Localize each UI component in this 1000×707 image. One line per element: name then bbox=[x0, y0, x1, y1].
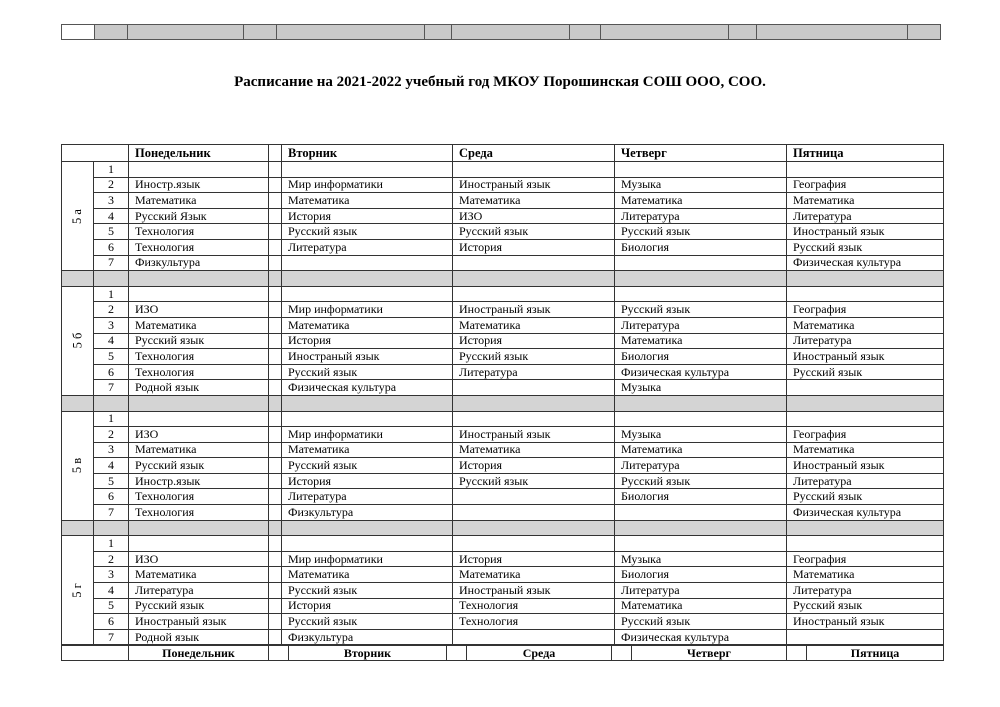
separator-cell bbox=[615, 520, 787, 536]
class-name: 5 г bbox=[69, 583, 84, 598]
lesson-cell: География bbox=[787, 177, 944, 193]
lesson-number: 3 bbox=[94, 193, 129, 209]
lesson-cell: Биология bbox=[615, 489, 787, 505]
separator-cell bbox=[94, 520, 129, 536]
spacer-cell bbox=[269, 442, 282, 458]
lesson-cell bbox=[787, 380, 944, 396]
lesson-cell: Родной язык bbox=[129, 629, 269, 645]
spacer-cell bbox=[269, 551, 282, 567]
table-row bbox=[62, 427, 944, 443]
separator-cell bbox=[453, 395, 615, 411]
top-strip bbox=[61, 24, 941, 40]
lesson-cell: Математика bbox=[282, 317, 453, 333]
lesson-cell: Математика bbox=[129, 193, 269, 209]
header-row bbox=[62, 145, 944, 162]
table-row bbox=[62, 333, 944, 349]
lesson-number: 6 bbox=[94, 614, 129, 630]
lesson-cell: Русский язык bbox=[129, 458, 269, 474]
lesson-cell: История bbox=[282, 598, 453, 614]
separator-cell bbox=[615, 271, 787, 287]
lesson-cell bbox=[282, 162, 453, 178]
spacer-cell bbox=[269, 317, 282, 333]
lesson-cell: Литература bbox=[615, 317, 787, 333]
separator-cell bbox=[129, 520, 269, 536]
lesson-cell: Русский язык bbox=[615, 302, 787, 318]
header-day: Понедельник bbox=[129, 145, 269, 162]
table-row bbox=[62, 239, 944, 255]
table-row bbox=[62, 567, 944, 583]
header-blank bbox=[62, 145, 129, 162]
lesson-number: 5 bbox=[94, 349, 129, 365]
separator-cell bbox=[129, 271, 269, 287]
lesson-cell bbox=[453, 286, 615, 302]
lesson-cell bbox=[129, 536, 269, 552]
lesson-cell: Математика bbox=[282, 442, 453, 458]
lesson-cell: Русский язык bbox=[282, 614, 453, 630]
separator-cell bbox=[269, 520, 282, 536]
class-label bbox=[62, 411, 94, 520]
lesson-cell: Математика bbox=[615, 442, 787, 458]
lesson-cell: Физическая культура bbox=[787, 255, 944, 271]
table-row bbox=[62, 489, 944, 505]
header-day: Пятница bbox=[787, 145, 944, 162]
spacer-cell bbox=[269, 427, 282, 443]
spacer-cell bbox=[269, 177, 282, 193]
header-day: Среда bbox=[453, 145, 615, 162]
lesson-cell: Иностраный язык bbox=[453, 302, 615, 318]
table-row bbox=[62, 208, 944, 224]
lesson-cell: Литература bbox=[282, 239, 453, 255]
table-row bbox=[62, 551, 944, 567]
class-name: 5 б bbox=[70, 332, 84, 349]
spacer-cell bbox=[269, 364, 282, 380]
spacer-cell bbox=[269, 567, 282, 583]
footer-spacer bbox=[447, 646, 467, 661]
lesson-cell: История bbox=[282, 473, 453, 489]
lesson-cell: Русский язык bbox=[787, 239, 944, 255]
lesson-cell: Мир информатики bbox=[282, 551, 453, 567]
lesson-cell bbox=[282, 286, 453, 302]
lesson-cell: Технология bbox=[129, 224, 269, 240]
separator-cell bbox=[615, 395, 787, 411]
lesson-cell: Математика bbox=[129, 317, 269, 333]
lesson-cell: Русский язык bbox=[615, 224, 787, 240]
separator-cell bbox=[787, 395, 944, 411]
separator-cell bbox=[269, 271, 282, 287]
table-row bbox=[62, 583, 944, 599]
footer-spacer bbox=[612, 646, 632, 661]
footer-blank bbox=[62, 646, 129, 661]
table-row bbox=[62, 162, 944, 178]
lesson-cell: Русский язык bbox=[787, 364, 944, 380]
spacer-cell bbox=[269, 193, 282, 209]
lesson-cell: Биология bbox=[615, 567, 787, 583]
footer-day: Понедельник bbox=[129, 646, 269, 661]
lesson-number: 5 bbox=[94, 598, 129, 614]
lesson-cell: Физкультура bbox=[282, 629, 453, 645]
lesson-cell: Математика bbox=[453, 317, 615, 333]
lesson-cell: Русский язык bbox=[129, 333, 269, 349]
table-row bbox=[62, 614, 944, 630]
spacer-cell bbox=[269, 286, 282, 302]
lesson-cell: Технология bbox=[129, 364, 269, 380]
lesson-cell: ИЗО bbox=[129, 551, 269, 567]
lesson-number: 4 bbox=[94, 333, 129, 349]
lesson-cell: История bbox=[282, 333, 453, 349]
lesson-cell: Иностр.язык bbox=[129, 473, 269, 489]
lesson-cell: Мир информатики bbox=[282, 427, 453, 443]
lesson-cell: Музыка bbox=[615, 380, 787, 396]
lesson-cell: География bbox=[787, 302, 944, 318]
lesson-cell: Иностраный язык bbox=[787, 458, 944, 474]
spacer-cell bbox=[269, 162, 282, 178]
spacer-cell bbox=[269, 333, 282, 349]
class-name: 5 а bbox=[70, 208, 84, 224]
lesson-number: 4 bbox=[94, 208, 129, 224]
separator-cell bbox=[282, 395, 453, 411]
separator-cell bbox=[282, 271, 453, 287]
lesson-cell: ИЗО bbox=[129, 427, 269, 443]
table-row bbox=[62, 286, 944, 302]
table-row bbox=[62, 629, 944, 645]
lesson-cell bbox=[787, 411, 944, 427]
footer-day: Вторник bbox=[289, 646, 447, 661]
schedule-table bbox=[61, 144, 944, 645]
lesson-cell: Технология bbox=[129, 349, 269, 365]
lesson-cell: Иностраный язык bbox=[453, 427, 615, 443]
separator-row bbox=[62, 395, 944, 411]
separator-cell bbox=[94, 271, 129, 287]
lesson-cell: Математика bbox=[453, 442, 615, 458]
class-label bbox=[62, 536, 94, 645]
lesson-cell bbox=[453, 411, 615, 427]
header-day: Вторник bbox=[282, 145, 453, 162]
footer-day: Пятница bbox=[807, 646, 944, 661]
lesson-cell: Русский язык bbox=[282, 224, 453, 240]
lesson-number: 4 bbox=[94, 583, 129, 599]
lesson-cell: Музыка bbox=[615, 427, 787, 443]
lesson-cell: Русский язык bbox=[282, 458, 453, 474]
lesson-cell: Литература bbox=[787, 583, 944, 599]
header-day: Четверг bbox=[615, 145, 787, 162]
lesson-cell: Биология bbox=[615, 349, 787, 365]
lesson-cell bbox=[453, 380, 615, 396]
lesson-number: 7 bbox=[94, 629, 129, 645]
lesson-number: 1 bbox=[94, 536, 129, 552]
lesson-cell: Иностраный язык bbox=[787, 349, 944, 365]
lesson-cell: Литература bbox=[129, 583, 269, 599]
lesson-cell: Биология bbox=[615, 239, 787, 255]
lesson-cell bbox=[615, 162, 787, 178]
footer-spacer bbox=[787, 646, 807, 661]
lesson-cell: Математика bbox=[615, 598, 787, 614]
lesson-cell: География bbox=[787, 551, 944, 567]
lesson-cell: ИЗО bbox=[453, 208, 615, 224]
lesson-cell bbox=[453, 489, 615, 505]
spacer-cell bbox=[269, 473, 282, 489]
lesson-cell bbox=[129, 411, 269, 427]
lesson-cell bbox=[129, 162, 269, 178]
table-row bbox=[62, 442, 944, 458]
separator-cell bbox=[94, 395, 129, 411]
table-row bbox=[62, 505, 944, 521]
lesson-number: 3 bbox=[94, 442, 129, 458]
lesson-number: 4 bbox=[94, 458, 129, 474]
lesson-cell: Иностраный язык bbox=[787, 224, 944, 240]
spacer-cell bbox=[269, 239, 282, 255]
spacer-cell bbox=[269, 349, 282, 365]
table-row bbox=[62, 380, 944, 396]
lesson-cell: Физическая культура bbox=[615, 364, 787, 380]
lesson-cell: Русский язык bbox=[787, 598, 944, 614]
spacer-cell bbox=[269, 208, 282, 224]
lesson-cell: Технология bbox=[453, 614, 615, 630]
lesson-cell: Музыка bbox=[615, 177, 787, 193]
separator-cell bbox=[787, 520, 944, 536]
spacer-cell bbox=[269, 458, 282, 474]
lesson-cell: Литература bbox=[615, 583, 787, 599]
spacer-cell bbox=[269, 411, 282, 427]
lesson-cell: Математика bbox=[787, 193, 944, 209]
lesson-number: 1 bbox=[94, 162, 129, 178]
lesson-cell: История bbox=[453, 458, 615, 474]
footer-spacer bbox=[269, 646, 289, 661]
lesson-cell bbox=[787, 162, 944, 178]
lesson-cell: Математика bbox=[282, 193, 453, 209]
separator-cell bbox=[282, 520, 453, 536]
lesson-cell: Математика bbox=[787, 567, 944, 583]
lesson-cell: Русский язык bbox=[453, 224, 615, 240]
lesson-number: 6 bbox=[94, 489, 129, 505]
lesson-cell: История bbox=[453, 239, 615, 255]
lesson-cell: Физическая культура bbox=[787, 505, 944, 521]
lesson-cell: История bbox=[282, 208, 453, 224]
lesson-cell: Технология bbox=[129, 239, 269, 255]
separator-cell bbox=[269, 395, 282, 411]
separator-cell bbox=[453, 271, 615, 287]
lesson-cell: Физкультура bbox=[282, 505, 453, 521]
lesson-cell: Русский Язык bbox=[129, 208, 269, 224]
lesson-cell: Иностраный язык bbox=[282, 349, 453, 365]
separator-cell bbox=[453, 520, 615, 536]
spacer-cell bbox=[269, 583, 282, 599]
lesson-cell bbox=[453, 629, 615, 645]
lesson-cell bbox=[453, 536, 615, 552]
lesson-cell bbox=[615, 505, 787, 521]
lesson-cell: Русский язык bbox=[453, 473, 615, 489]
lesson-number: 2 bbox=[94, 551, 129, 567]
table-row bbox=[62, 458, 944, 474]
class-name: 5 в bbox=[70, 457, 84, 474]
lesson-number: 7 bbox=[94, 380, 129, 396]
lesson-cell: Русский язык bbox=[453, 349, 615, 365]
lesson-cell: Математика bbox=[282, 567, 453, 583]
lesson-cell: Иностраный язык bbox=[453, 177, 615, 193]
footer-day: Четверг bbox=[632, 646, 787, 661]
table-row bbox=[62, 255, 944, 271]
lesson-cell: Иностр.язык bbox=[129, 177, 269, 193]
lesson-cell: География bbox=[787, 427, 944, 443]
table-row bbox=[62, 302, 944, 318]
separator-cell bbox=[62, 395, 94, 411]
table-row bbox=[62, 364, 944, 380]
lesson-cell: Математика bbox=[787, 442, 944, 458]
spacer-cell bbox=[269, 505, 282, 521]
lesson-number: 5 bbox=[94, 224, 129, 240]
lesson-cell bbox=[282, 411, 453, 427]
lesson-cell: Иностраный язык bbox=[453, 583, 615, 599]
lesson-number: 5 bbox=[94, 473, 129, 489]
lesson-cell bbox=[615, 411, 787, 427]
lesson-cell: Мир информатики bbox=[282, 302, 453, 318]
lesson-number: 3 bbox=[94, 567, 129, 583]
lesson-cell: Литература bbox=[453, 364, 615, 380]
class-label bbox=[62, 286, 94, 395]
lesson-cell bbox=[787, 536, 944, 552]
lesson-number: 7 bbox=[94, 255, 129, 271]
lesson-cell: Физическая культура bbox=[615, 629, 787, 645]
lesson-number: 6 bbox=[94, 364, 129, 380]
lesson-cell: Литература bbox=[282, 489, 453, 505]
separator-cell bbox=[62, 271, 94, 287]
lesson-cell: Русский язык bbox=[282, 583, 453, 599]
lesson-cell: Математика bbox=[615, 193, 787, 209]
lesson-cell: Литература bbox=[787, 208, 944, 224]
lesson-cell: Мир информатики bbox=[282, 177, 453, 193]
lesson-cell bbox=[787, 629, 944, 645]
lesson-cell: Русский язык bbox=[787, 489, 944, 505]
page-title: Расписание на 2021-2022 учебный год МКОУ Порошинская СОШ ООО, СОО. bbox=[234, 74, 766, 90]
lesson-cell: Литература bbox=[615, 208, 787, 224]
lesson-cell: Математика bbox=[453, 193, 615, 209]
lesson-cell: Литература bbox=[615, 458, 787, 474]
lesson-cell: История bbox=[453, 333, 615, 349]
separator-cell bbox=[129, 395, 269, 411]
lesson-cell: ИЗО bbox=[129, 302, 269, 318]
spacer-cell bbox=[269, 489, 282, 505]
spacer-cell bbox=[269, 614, 282, 630]
lesson-cell: Русский язык bbox=[615, 614, 787, 630]
lesson-cell: История bbox=[453, 551, 615, 567]
lesson-cell bbox=[129, 286, 269, 302]
lesson-cell: Родной язык bbox=[129, 380, 269, 396]
table-row bbox=[62, 598, 944, 614]
spacer-cell bbox=[269, 536, 282, 552]
spacer-cell bbox=[269, 380, 282, 396]
lesson-number: 1 bbox=[94, 286, 129, 302]
lesson-cell: Математика bbox=[129, 442, 269, 458]
table-row bbox=[62, 177, 944, 193]
lesson-cell bbox=[282, 255, 453, 271]
lesson-cell: Литература bbox=[787, 333, 944, 349]
spacer-cell bbox=[269, 598, 282, 614]
lesson-number: 6 bbox=[94, 239, 129, 255]
separator-cell bbox=[787, 271, 944, 287]
class-label bbox=[62, 162, 94, 271]
lesson-cell bbox=[282, 536, 453, 552]
table-row bbox=[62, 411, 944, 427]
lesson-cell: Физическая культура bbox=[282, 380, 453, 396]
lesson-cell: Русский язык bbox=[129, 598, 269, 614]
lesson-cell: Музыка bbox=[615, 551, 787, 567]
table-row bbox=[62, 224, 944, 240]
separator-cell bbox=[62, 520, 94, 536]
header-spacer bbox=[269, 145, 282, 162]
lesson-cell: Русский язык bbox=[282, 364, 453, 380]
table-row bbox=[62, 349, 944, 365]
footer-days-row bbox=[61, 645, 944, 661]
lesson-cell bbox=[615, 536, 787, 552]
lesson-cell: Иностраный язык bbox=[787, 614, 944, 630]
lesson-cell bbox=[787, 286, 944, 302]
lesson-number: 2 bbox=[94, 427, 129, 443]
lesson-cell: Технология bbox=[129, 505, 269, 521]
separator-row bbox=[62, 520, 944, 536]
lesson-cell bbox=[453, 505, 615, 521]
lesson-cell: Физкультура bbox=[129, 255, 269, 271]
lesson-cell: Математика bbox=[615, 333, 787, 349]
lesson-cell: Литература bbox=[787, 473, 944, 489]
table-row bbox=[62, 536, 944, 552]
table-row bbox=[62, 317, 944, 333]
spacer-cell bbox=[269, 224, 282, 240]
lesson-number: 7 bbox=[94, 505, 129, 521]
lesson-cell bbox=[615, 255, 787, 271]
lesson-cell: Математика bbox=[453, 567, 615, 583]
lesson-number: 2 bbox=[94, 302, 129, 318]
footer-day: Среда bbox=[467, 646, 612, 661]
lesson-cell: Технология bbox=[453, 598, 615, 614]
spacer-cell bbox=[269, 255, 282, 271]
lesson-cell: Технология bbox=[129, 489, 269, 505]
spacer-cell bbox=[269, 302, 282, 318]
lesson-cell bbox=[615, 286, 787, 302]
lesson-cell: Русский язык bbox=[615, 473, 787, 489]
lesson-cell: Математика bbox=[787, 317, 944, 333]
lesson-number: 2 bbox=[94, 177, 129, 193]
lesson-cell: Математика bbox=[129, 567, 269, 583]
lesson-number: 1 bbox=[94, 411, 129, 427]
spacer-cell bbox=[269, 629, 282, 645]
table-row bbox=[62, 473, 944, 489]
table-row bbox=[62, 193, 944, 209]
separator-row bbox=[62, 271, 944, 287]
lesson-number: 3 bbox=[94, 317, 129, 333]
lesson-cell bbox=[453, 162, 615, 178]
lesson-cell bbox=[453, 255, 615, 271]
lesson-cell: Иностраный язык bbox=[129, 614, 269, 630]
